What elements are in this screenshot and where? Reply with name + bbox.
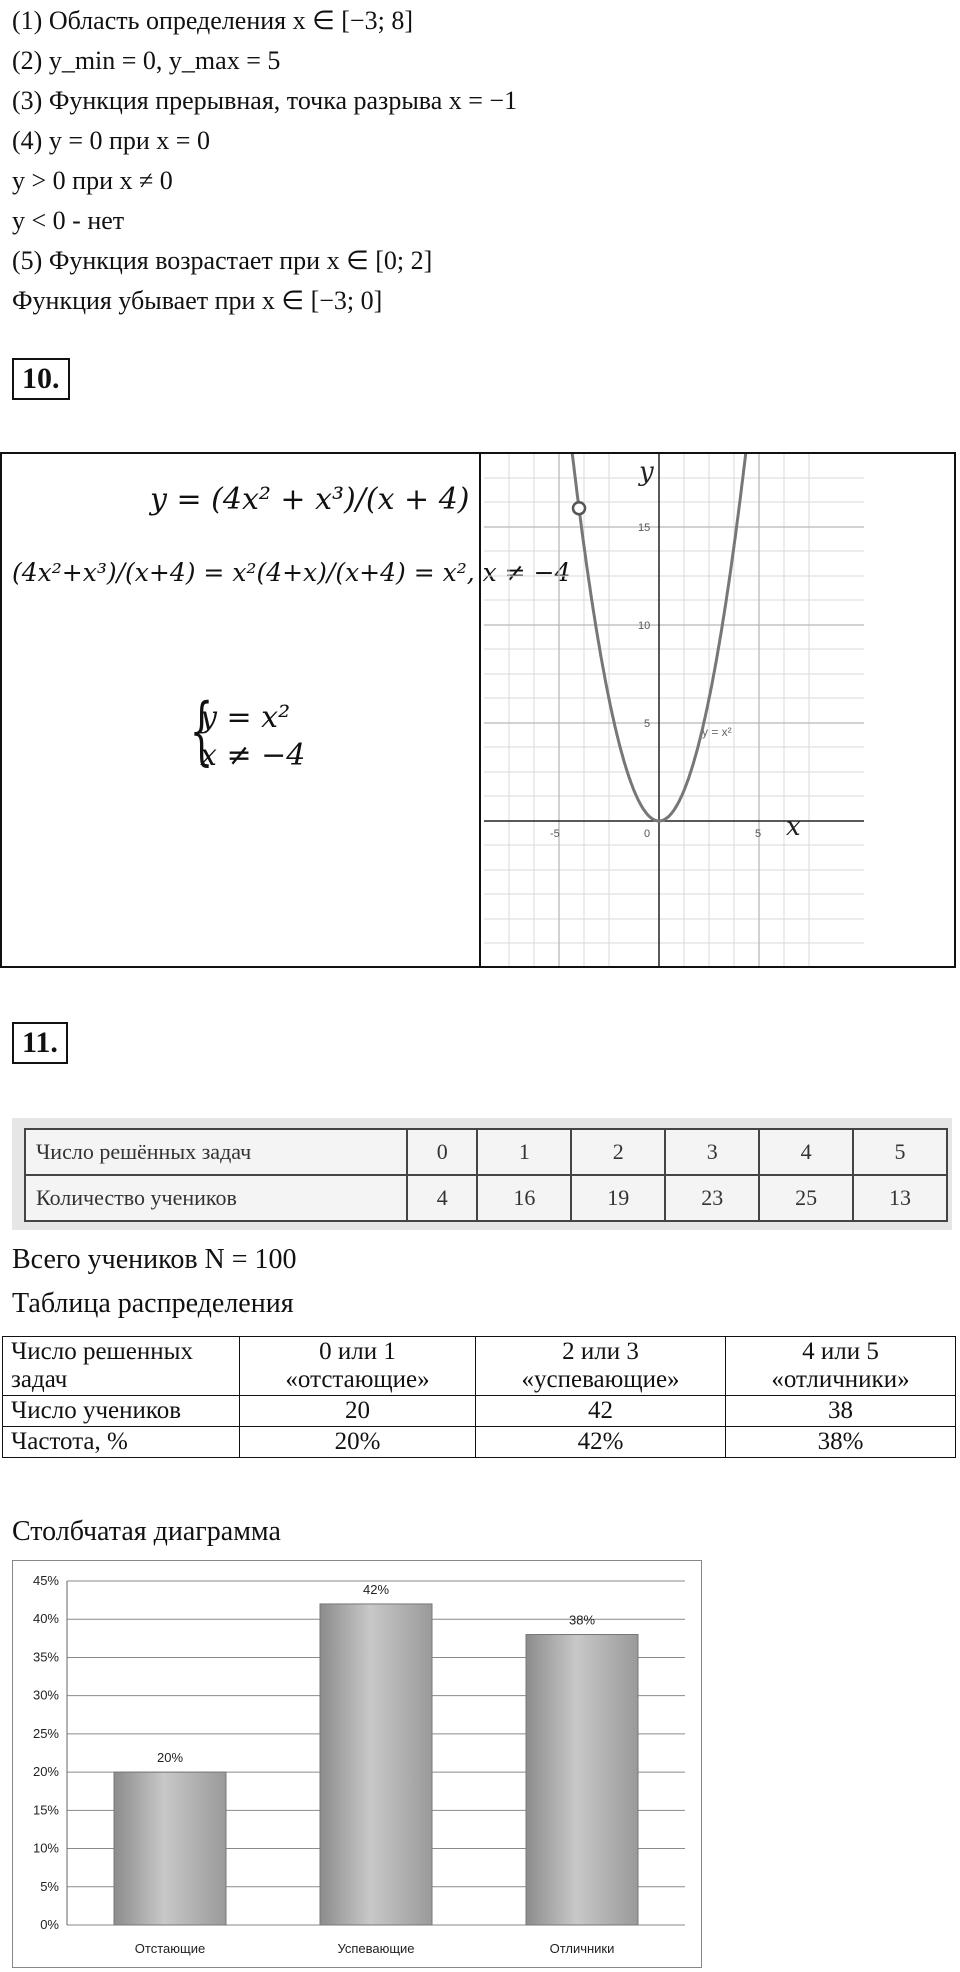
- hole-point: [573, 502, 585, 514]
- x-category-label: Отстающие: [134, 1941, 206, 1956]
- graph-grid: [484, 454, 864, 966]
- y-tick-label: 40%: [32, 1611, 59, 1627]
- bar-value-label: 42%: [362, 1581, 390, 1597]
- system-line-2: x ≠ −4: [200, 738, 306, 773]
- y-tick-label: 10%: [32, 1840, 59, 1856]
- printed-cell: 23: [665, 1175, 759, 1221]
- x-tick-5: 5: [755, 828, 762, 840]
- task10-frame: [0, 452, 956, 968]
- x-category-label: Отличники: [549, 1941, 615, 1956]
- x-tick-0: 0: [644, 828, 651, 840]
- total-students: Всего учеников N = 100: [12, 1244, 297, 1275]
- task10-divider: [479, 454, 481, 966]
- dist-cell: 0 или 1 «отстающие»: [240, 1337, 476, 1396]
- dist-row: [3, 1427, 956, 1458]
- task11-number: 11.: [12, 1022, 68, 1064]
- bar-chart-frame: [12, 1560, 702, 1968]
- dist-header-row: [3, 1337, 956, 1396]
- dist-row: [3, 1396, 956, 1427]
- task9-line-8: Функция убывает при x ∈ [−3; 0]: [12, 286, 383, 315]
- dist-cell: Число учеников: [3, 1396, 240, 1427]
- task9-line-7: (5) Функция возрастает при x ∈ [0; 2]: [12, 246, 433, 275]
- dist-cell: 38: [725, 1396, 955, 1427]
- printed-table-row: [25, 1175, 947, 1221]
- printed-cell: Количество учеников: [25, 1175, 407, 1221]
- y-tick-label: 0%: [40, 1917, 59, 1932]
- printed-cell: 3: [665, 1129, 759, 1175]
- printed-cell: 16: [477, 1175, 571, 1221]
- formula-simplification: (4x²+x³)/(x+4) = x²(4+x)/(x+4) = x², x ≠ −4: [12, 558, 571, 587]
- y-tick-label: 20%: [32, 1764, 59, 1780]
- y-tick-10: 10: [638, 620, 651, 632]
- task9-line-3: (3) Функция прерывная, точка разрыва x = −1: [12, 86, 518, 115]
- parabola-graph: [484, 454, 864, 966]
- bar: [320, 1604, 432, 1925]
- y-tick-15: 15: [638, 522, 651, 534]
- y-tick-label: 5%: [40, 1878, 59, 1894]
- printed-table: [24, 1128, 948, 1222]
- x-tick-neg5: -5: [550, 828, 560, 840]
- task10-number: 10.: [12, 358, 70, 400]
- y-tick-label: 25%: [32, 1725, 59, 1741]
- system-line-1: y = x²: [200, 700, 291, 735]
- printed-cell: Число решённых задач: [25, 1129, 407, 1175]
- chart-title: Столбчатая диаграмма: [12, 1516, 281, 1547]
- printed-cell: 19: [571, 1175, 665, 1221]
- printed-cell: 4: [759, 1129, 853, 1175]
- graph-major-grid: [484, 454, 864, 966]
- bar-value-label: 38%: [568, 1612, 596, 1628]
- dist-cell: 20%: [240, 1427, 476, 1458]
- x-category-label: Успевающие: [337, 1941, 415, 1956]
- printed-cell: 0: [407, 1129, 477, 1175]
- task9-line-6: y < 0 - нет: [12, 206, 125, 235]
- printed-cell: 2: [571, 1129, 665, 1175]
- system-brace: {: [189, 688, 214, 774]
- printed-cell: 25: [759, 1175, 853, 1221]
- task9-line-2: (2) y_min = 0, y_max = 5: [12, 46, 281, 75]
- y-axis-label: y: [639, 457, 654, 487]
- curve-label: y = x²: [702, 725, 732, 739]
- printed-cell: 1: [477, 1129, 571, 1175]
- dist-cell: 38%: [725, 1427, 955, 1458]
- dist-cell: 20: [240, 1396, 476, 1427]
- y-tick-label: 35%: [32, 1649, 59, 1665]
- parabola-curve: [567, 454, 755, 821]
- task9-line-1: (1) Область определения x ∈ [−3; 8]: [12, 6, 413, 35]
- dist-cell: 4 или 5 «отличники»: [725, 1337, 955, 1396]
- printed-cell: 13: [853, 1175, 947, 1221]
- dist-cell: Число решенных задач: [3, 1337, 240, 1396]
- bar: [114, 1772, 226, 1925]
- dist-cell: 42%: [476, 1427, 726, 1458]
- task9-line-4: (4) y = 0 при x = 0: [12, 126, 210, 155]
- formula-main: y = (4x² + x³)/(x + 4): [150, 482, 470, 517]
- printed-table-row: [25, 1129, 947, 1175]
- y-tick-label: 15%: [32, 1802, 59, 1818]
- distribution-table: [2, 1336, 956, 1458]
- y-tick-5: 5: [644, 718, 651, 730]
- dist-cell: 2 или 3 «успевающие»: [476, 1337, 726, 1396]
- bar-value-label: 20%: [156, 1750, 184, 1766]
- y-tick-label: 30%: [32, 1687, 59, 1703]
- printed-cell: 5: [853, 1129, 947, 1175]
- dist-cell: 42: [476, 1396, 726, 1427]
- x-axis-label: x: [786, 812, 801, 842]
- y-tick-label: 45%: [32, 1573, 59, 1588]
- bar: [526, 1635, 638, 1925]
- distribution-title: Таблица распределения: [12, 1288, 294, 1319]
- printed-cell: 4: [407, 1175, 477, 1221]
- bar-chart: [13, 1561, 701, 1967]
- task9-line-5: y > 0 при x ≠ 0: [12, 166, 173, 195]
- dist-cell: Частота, %: [3, 1427, 240, 1458]
